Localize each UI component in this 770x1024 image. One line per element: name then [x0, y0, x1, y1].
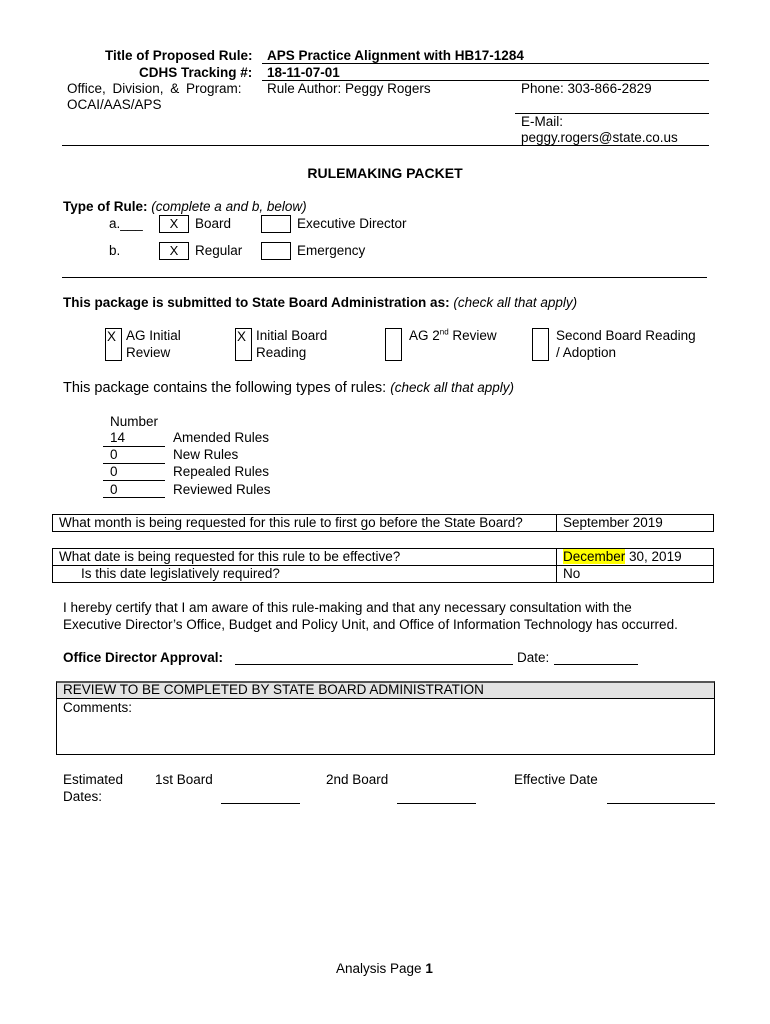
- month-question-cell: What month is being requested for this rule to first go before the State Board?: [52, 514, 557, 532]
- approval-date-line[interactable]: [554, 664, 638, 665]
- repealed-count-line: [103, 480, 165, 481]
- exec-director-checkbox[interactable]: [261, 215, 291, 233]
- tracking-value: 18-11-07-01: [267, 65, 340, 80]
- effective-date-line[interactable]: [607, 803, 715, 804]
- regular-label: Regular: [195, 243, 243, 258]
- effective-date-label: Effective Date: [514, 772, 598, 787]
- page-footer: [336, 961, 433, 976]
- approval-label: Office Director Approval:: [63, 650, 224, 665]
- header-bottom-rule: [62, 145, 709, 146]
- reviewed-count: 0: [110, 482, 118, 497]
- ag-second-review-checkbox[interactable]: [385, 328, 402, 361]
- ag-second-review-sup: nd: [439, 327, 449, 337]
- regular-checkbox[interactable]: X: [159, 242, 189, 260]
- effective-answer-cell[interactable]: [556, 548, 714, 566]
- review-header: REVIEW TO BE COMPLETED BY STATE BOARD ADMINISTRATION: [63, 682, 484, 697]
- title-value: APS Practice Alignment with HB17-1284: [267, 48, 524, 63]
- new-count: 0: [110, 447, 118, 462]
- comments-label: Comments:: [63, 700, 133, 715]
- row-b-label: b.: [109, 243, 121, 258]
- initial-board-reading-label-2: Reading: [256, 345, 307, 360]
- reviewed-count-line: [103, 497, 165, 498]
- board-label: Board: [195, 216, 232, 231]
- number-header: Number: [110, 414, 159, 429]
- footer-label: Analysis Page: [336, 961, 422, 976]
- estimated-label-2: Dates:: [63, 789, 103, 804]
- second-board-label: 2nd Board: [326, 772, 389, 787]
- legislative-question-cell: Is this date legislatively required?: [52, 565, 557, 583]
- certification-line-2: Executive Director’s Office, Budget and Policy Unit, and Office of Information Technology has occurred.: [63, 617, 678, 632]
- divider: [62, 277, 707, 278]
- page-number: 1: [425, 961, 433, 976]
- approval-date-label: Date:: [517, 650, 550, 665]
- ag-second-review-label-a: AG 2: [409, 328, 440, 343]
- packet-title: RULEMAKING PACKET: [307, 165, 463, 181]
- email-label: E-Mail:: [521, 114, 564, 129]
- ag-second-review-label: [409, 328, 497, 343]
- amended-label: Amended Rules: [173, 430, 270, 445]
- new-label: New Rules: [173, 447, 239, 462]
- ag-initial-review-label-2: Review: [126, 345, 171, 360]
- office-label: Office, Division, & Program:: [67, 81, 242, 96]
- type-of-rule-heading: [63, 199, 307, 214]
- submission-hint: (check all that apply): [453, 295, 578, 310]
- phone: Phone: 303-866-2829: [521, 81, 652, 96]
- ag-initial-review-label-1: AG Initial: [126, 328, 181, 343]
- second-board-reading-label-2: / Adoption: [556, 345, 617, 360]
- second-board-reading-label-1: Second Board Reading: [556, 328, 696, 343]
- exec-director-label: Executive Director: [297, 216, 407, 231]
- emergency-label: Emergency: [297, 243, 366, 258]
- ag-second-review-label-b: Review: [448, 328, 497, 343]
- effective-question-cell: What date is being requested for this rule to be effective?: [52, 548, 557, 566]
- comments-box[interactable]: [56, 698, 715, 755]
- submission-label: This package is submitted to State Board Administration as:: [63, 295, 450, 310]
- first-board-line[interactable]: [221, 803, 300, 804]
- initial-board-reading-checkbox[interactable]: X: [235, 328, 252, 361]
- reviewed-label: Reviewed Rules: [173, 482, 271, 497]
- effective-answer-rest: 30, 2019: [625, 549, 682, 564]
- first-board-label: 1st Board: [155, 772, 213, 787]
- effective-answer-highlight: December: [563, 549, 626, 564]
- office-value: OCAI/AAS/APS: [67, 97, 162, 112]
- approval-signature-line[interactable]: [235, 664, 513, 665]
- initial-board-reading-label-1: Initial Board: [256, 328, 328, 343]
- submission-heading: [63, 295, 577, 310]
- board-checkbox[interactable]: X: [159, 215, 189, 233]
- rule-author: Rule Author: Peggy Rogers: [267, 81, 431, 96]
- repealed-label: Repealed Rules: [173, 464, 270, 479]
- second-board-line[interactable]: [397, 803, 476, 804]
- type-of-rule-hint: (complete a and b, below): [151, 199, 307, 214]
- amended-count: 14: [110, 430, 126, 445]
- legislative-answer-cell[interactable]: No: [556, 565, 714, 583]
- email-value: peggy.rogers@state.co.us: [521, 130, 678, 145]
- repealed-count: 0: [110, 464, 118, 479]
- row-a-label: a.___: [109, 216, 143, 231]
- rule-types-intro: This package contains the following types of rules:: [63, 380, 387, 396]
- certification-line-1: I hereby certify that I am aware of this rule-making and that any necessary consultation with the: [63, 600, 632, 615]
- second-board-reading-checkbox[interactable]: [532, 328, 549, 361]
- type-of-rule-label: Type of Rule:: [63, 199, 148, 214]
- tracking-label: CDHS Tracking #:: [139, 65, 253, 80]
- estimated-label-1: Estimated: [63, 772, 124, 787]
- rule-types-hint: (check all that apply): [390, 380, 515, 395]
- emergency-checkbox[interactable]: [261, 242, 291, 260]
- title-label: Title of Proposed Rule:: [105, 48, 253, 63]
- title-underline: [262, 63, 709, 64]
- month-answer-cell[interactable]: September 2019: [556, 514, 714, 532]
- rule-types-heading: [63, 380, 514, 396]
- ag-initial-review-checkbox[interactable]: X: [105, 328, 122, 361]
